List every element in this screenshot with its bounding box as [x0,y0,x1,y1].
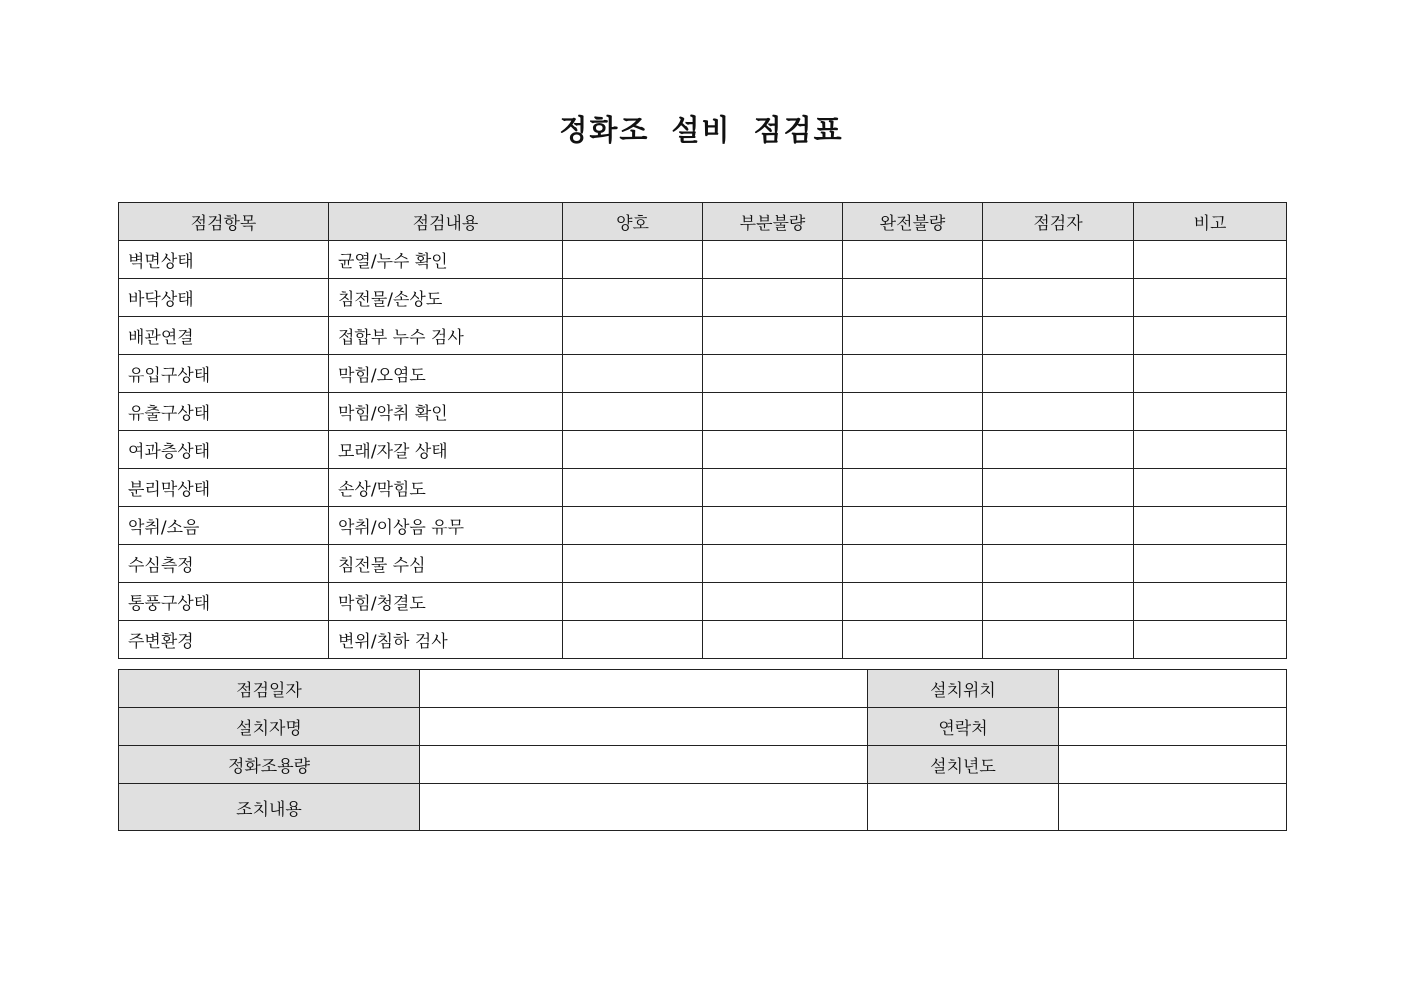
complete-defect-check-cell[interactable] [843,621,983,659]
inspector-cell[interactable] [983,583,1134,621]
partial-defect-check-cell[interactable] [703,621,843,659]
table-row [119,507,1287,545]
complete-defect-check-cell[interactable] [843,545,983,583]
inspection-content-cell: 균열/누수 확인 [329,241,563,279]
inspection-item-cell: 통풍구상태 [119,583,329,621]
table-row [119,583,1287,621]
partial-defect-check-cell[interactable] [703,583,843,621]
partial-defect-check-cell[interactable] [703,241,843,279]
info-table [118,669,1287,831]
good-check-cell[interactable] [563,279,703,317]
remarks-cell[interactable] [1134,241,1287,279]
install-year-field[interactable] [1059,746,1287,784]
location-field[interactable] [1059,670,1287,708]
action-extra-field[interactable] [868,784,1059,831]
complete-defect-check-cell[interactable] [843,431,983,469]
good-check-cell[interactable] [563,545,703,583]
inspector-cell[interactable] [983,545,1134,583]
partial-defect-check-cell[interactable] [703,355,843,393]
good-check-cell[interactable] [563,583,703,621]
contact-label: 연락처 [868,708,1059,746]
inspection-content-cell: 막힘/악취 확인 [329,393,563,431]
inspection-table [118,202,1287,659]
header-complete-defect: 완전불량 [843,203,983,241]
inspector-cell[interactable] [983,241,1134,279]
header-inspection-item: 점검항목 [119,203,329,241]
contact-field[interactable] [1059,708,1287,746]
inspection-content-cell: 악취/이상음 유무 [329,507,563,545]
partial-defect-check-cell[interactable] [703,431,843,469]
complete-defect-check-cell[interactable] [843,279,983,317]
capacity-field[interactable] [420,746,868,784]
complete-defect-check-cell[interactable] [843,583,983,621]
remarks-cell[interactable] [1134,621,1287,659]
inspection-date-field[interactable] [420,670,868,708]
inspection-content-cell: 막힘/청결도 [329,583,563,621]
action-extra-field-2[interactable] [1059,784,1287,831]
inspector-cell[interactable] [983,279,1134,317]
header-good: 양호 [563,203,703,241]
inspection-item-cell: 수심측정 [119,545,329,583]
good-check-cell[interactable] [563,317,703,355]
header-partial-defect: 부분불량 [703,203,843,241]
inspection-content-cell: 변위/침하 검사 [329,621,563,659]
good-check-cell[interactable] [563,621,703,659]
good-check-cell[interactable] [563,393,703,431]
action-field[interactable] [420,784,868,831]
table-row [119,393,1287,431]
installer-field[interactable] [420,708,868,746]
partial-defect-check-cell[interactable] [703,279,843,317]
remarks-cell[interactable] [1134,317,1287,355]
info-row [119,784,1287,831]
action-label: 조치내용 [119,784,420,831]
remarks-cell[interactable] [1134,279,1287,317]
complete-defect-check-cell[interactable] [843,317,983,355]
info-row [119,708,1287,746]
remarks-cell[interactable] [1134,431,1287,469]
header-remarks: 비고 [1134,203,1287,241]
table-row [119,279,1287,317]
header-inspection-content: 점검내용 [329,203,563,241]
inspector-cell[interactable] [983,393,1134,431]
good-check-cell[interactable] [563,431,703,469]
inspector-cell[interactable] [983,317,1134,355]
remarks-cell[interactable] [1134,393,1287,431]
partial-defect-check-cell[interactable] [703,317,843,355]
complete-defect-check-cell[interactable] [843,393,983,431]
remarks-cell[interactable] [1134,583,1287,621]
inspection-item-cell: 벽면상태 [119,241,329,279]
good-check-cell[interactable] [563,507,703,545]
table-row [119,545,1287,583]
header-inspector: 점검자 [983,203,1134,241]
table-row [119,431,1287,469]
inspection-content-cell: 접합부 누수 검사 [329,317,563,355]
inspection-content-cell: 막힘/오염도 [329,355,563,393]
install-year-label: 설치년도 [868,746,1059,784]
table-row [119,241,1287,279]
inspection-item-cell: 바닥상태 [119,279,329,317]
page-title: 정화조 설비 점검표 [559,113,844,147]
inspection-item-cell: 배관연결 [119,317,329,355]
location-label: 설치위치 [868,670,1059,708]
inspection-content-cell: 침전물 수심 [329,545,563,583]
inspection-item-cell: 분리막상태 [119,469,329,507]
good-check-cell[interactable] [563,469,703,507]
table-row [119,317,1287,355]
inspection-item-cell: 유출구상태 [119,393,329,431]
info-row [119,746,1287,784]
inspection-item-cell: 악취/소음 [119,507,329,545]
inspector-cell[interactable] [983,469,1134,507]
remarks-cell[interactable] [1134,355,1287,393]
inspection-content-cell: 모래/자갈 상태 [329,431,563,469]
table-header-row [119,203,1287,241]
inspection-date-label: 점검일자 [119,670,420,708]
partial-defect-check-cell[interactable] [703,469,843,507]
inspector-cell[interactable] [983,355,1134,393]
complete-defect-check-cell[interactable] [843,241,983,279]
table-row [119,621,1287,659]
info-row [119,670,1287,708]
remarks-cell[interactable] [1134,545,1287,583]
inspection-item-cell: 유입구상태 [119,355,329,393]
inspection-content-cell: 손상/막힘도 [329,469,563,507]
table-row [119,469,1287,507]
partial-defect-check-cell[interactable] [703,393,843,431]
good-check-cell[interactable] [563,241,703,279]
complete-defect-check-cell[interactable] [843,355,983,393]
partial-defect-check-cell[interactable] [703,507,843,545]
table-row [119,355,1287,393]
inspector-cell[interactable] [983,621,1134,659]
inspector-cell[interactable] [983,431,1134,469]
good-check-cell[interactable] [563,355,703,393]
installer-label: 설치자명 [119,708,420,746]
partial-defect-check-cell[interactable] [703,545,843,583]
complete-defect-check-cell[interactable] [843,507,983,545]
remarks-cell[interactable] [1134,507,1287,545]
complete-defect-check-cell[interactable] [843,469,983,507]
inspection-content-cell: 침전물/손상도 [329,279,563,317]
remarks-cell[interactable] [1134,469,1287,507]
capacity-label: 정화조용량 [119,746,420,784]
inspection-item-cell: 주변환경 [119,621,329,659]
inspection-item-cell: 여과층상태 [119,431,329,469]
inspector-cell[interactable] [983,507,1134,545]
